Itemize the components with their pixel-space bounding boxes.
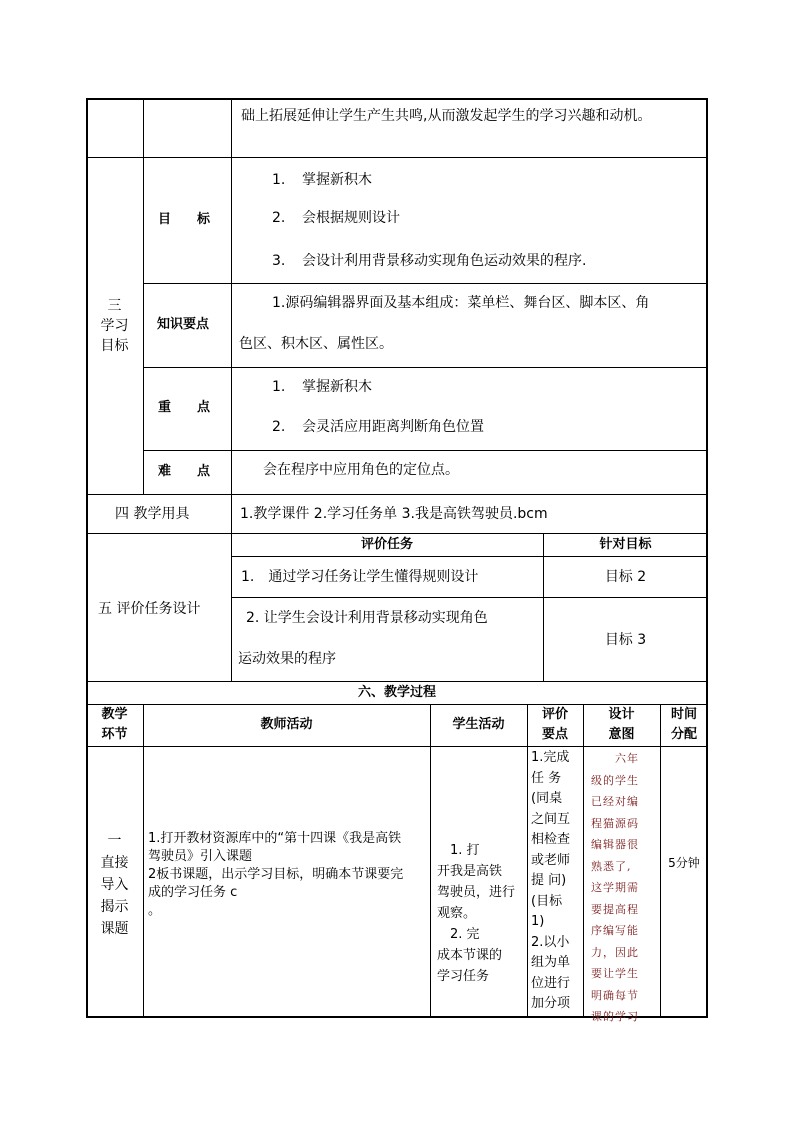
intro-text: 础上拓展延伸让学生产生共鸣,从而激发起学生的学习兴趣和动机。	[241, 108, 652, 124]
goals-label: 目 标	[158, 212, 211, 227]
eval-task-item: 1. 通过学习任务让学生懂得规则设计	[241, 569, 479, 585]
key-point-item: 1. 掌握新积木	[272, 379, 372, 395]
time-cell: 5分钟	[668, 856, 700, 870]
header-student: 学生活动	[452, 717, 505, 732]
goal-item: 1. 掌握新积木	[272, 172, 372, 188]
col-divider	[543, 533, 544, 681]
target-header: 针对目标	[599, 537, 652, 552]
eval-task-item: 运动效果的程序	[238, 651, 336, 667]
row-divider	[143, 367, 708, 368]
row-divider	[231, 556, 708, 557]
header-stage: 教学 环节	[101, 707, 128, 742]
goal-item: 3. 会设计利用背景移动实现角色运动效果的程序.	[272, 253, 587, 269]
section3-title: 三 学习 目标	[100, 298, 129, 354]
section4-title: 四 教学用具	[115, 506, 190, 522]
difficult-text: 会在程序中应用角色的定位点。	[263, 462, 459, 478]
key-point-item: 2. 会灵活应用距离判断角色位置	[272, 419, 484, 435]
row-divider	[143, 283, 708, 284]
col-divider	[143, 98, 144, 494]
row-divider	[86, 746, 708, 747]
section4-content: 1.教学课件 2.学习任务单 3.我是高铁驾驶员.bcm	[240, 506, 548, 522]
eval-points-cell: 1.完成 任 务 (同桌 之间互 相检查 或老师 提 问) (目标 1) 2.以小 组为单 位进行 加分项	[531, 750, 571, 1011]
row-divider	[231, 597, 708, 598]
col-divider	[430, 704, 431, 1018]
row-divider	[86, 533, 708, 534]
stage-cell: 一 直接 导入 揭示 课题	[100, 833, 129, 937]
design-intent-cell: 六年 级的学生 已经对编 程猫源码 编辑器很 熟悉了, 这学期需 要提高程 序编写能 力，因此 要让学生 明确每节 课的学习	[591, 752, 639, 1023]
knowledge-line: 色区、积木区、属性区。	[239, 336, 393, 352]
col-divider	[527, 704, 528, 1018]
goal-item: 2. 会根据规则设计	[272, 210, 400, 226]
key-points-label: 重 点	[158, 400, 211, 415]
col-divider	[583, 704, 584, 1018]
section6-title: 六、教学过程	[357, 685, 436, 700]
eval-task-header: 评价任务	[360, 537, 413, 552]
eval-target: 目标 2	[604, 569, 647, 585]
difficult-label: 难 点	[158, 464, 211, 479]
eval-task-item: 2. 让学生会设计利用背景移动实现角色	[246, 610, 488, 626]
header-time: 时间 分配	[670, 707, 697, 742]
teacher-activity-cell: 1.打开教材资源库中的“第十四课《我是高铁 驾驶员》引入课题 2板书课题，出示学习目标，明确本节课要完 成的学习任务 c 。	[148, 831, 404, 918]
header-teacher: 教师活动	[260, 717, 313, 732]
eval-target: 目标 3	[604, 632, 647, 648]
row-divider	[86, 157, 708, 158]
row-divider	[143, 450, 708, 451]
col-divider	[231, 98, 232, 681]
row-divider	[86, 681, 708, 682]
section5-title: 五 评价任务设计	[98, 601, 201, 617]
header-design: 设计 意图	[608, 707, 635, 742]
header-eval: 评价 要点	[541, 707, 568, 742]
row-divider	[86, 494, 708, 495]
student-activity-cell: 1. 打 开我是高铁 驾驶员，进行 观察。 2. 完 成本节课的 学习任务	[437, 843, 516, 984]
knowledge-line: 1.源码编辑器界面及基本组成：菜单栏、舞台区、脚本区、角	[272, 295, 650, 311]
knowledge-label: 知识要点	[157, 317, 210, 332]
col-divider	[143, 704, 144, 1018]
